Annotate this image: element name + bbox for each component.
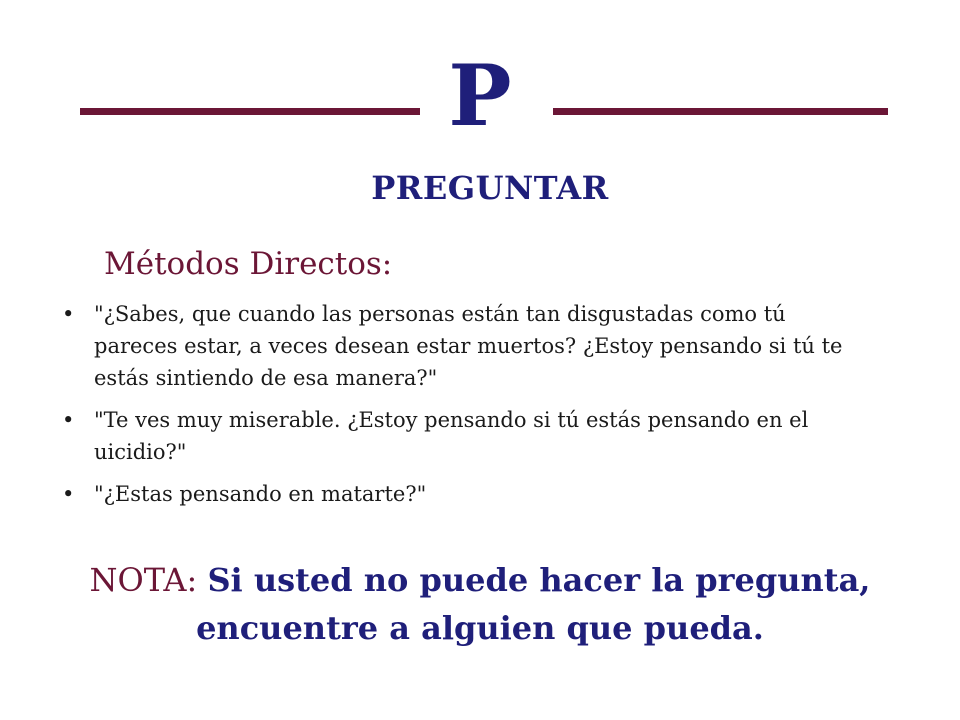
slide-subtitle: PREGUNTAR [371, 169, 609, 207]
bullet-dot-icon: • [62, 302, 75, 326]
slide-letter: P [448, 46, 512, 145]
bullet-item [62, 404, 862, 468]
section-heading: Métodos Directos: [104, 246, 393, 282]
note-label: NOTA: [89, 561, 208, 599]
bullet-text: "¿Estas pensando en matarte?" [94, 482, 427, 506]
title-rule-right [553, 108, 888, 115]
bullet-dot-icon: • [62, 482, 75, 506]
bullet-item [62, 478, 862, 510]
bullet-list [62, 298, 862, 520]
bullet-dot-icon: • [62, 408, 75, 432]
bullet-item [62, 298, 862, 394]
bullet-text: "¿Sabes, que cuando las personas están tan disgustadas como tú pareces estar, a veces desean estar muertos? ¿Estoy pensando si tú te estás sintiendo de esa manera?" [94, 302, 843, 390]
note-block [70, 556, 890, 652]
note-text: Si usted no puede hacer la pregunta, encuentre a alguien que pueda. [196, 561, 871, 647]
bullet-text: "Te ves muy miserable. ¿Estoy pensando si tú estás pensando en el uicidio?" [94, 408, 809, 464]
